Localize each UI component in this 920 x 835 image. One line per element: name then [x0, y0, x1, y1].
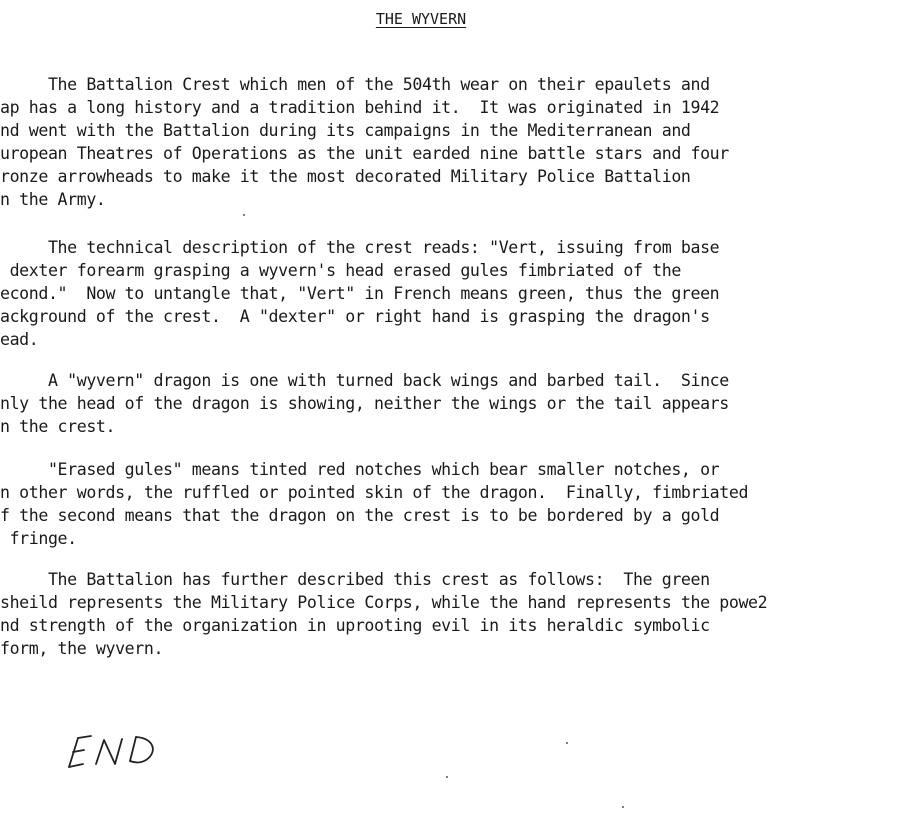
text-line: dexter forearm grasping a wyvern's head erased gules fimbriated of the — [0, 261, 681, 280]
paragraph-3 — [0, 369, 729, 438]
paragraph-4 — [0, 458, 748, 550]
text-line: "Erased gules" means tinted red notches which bear smaller notches, or — [0, 460, 720, 479]
text-line: ackground of the crest. A "dexter" or right hand is grasping the dragon's — [0, 307, 710, 326]
text-line: fringe. — [0, 529, 77, 548]
text-line: The Battalion Crest which men of the 504th wear on their epaulets and — [0, 75, 710, 94]
text-line: nly the head of the dragon is showing, neither the wings or the tail appears — [0, 394, 729, 413]
text-line: nd strength of the organization in uprooting evil in its heraldic symbolic — [0, 616, 710, 635]
scan-speck — [566, 742, 568, 744]
text-line: sheild represents the Military Police Corps, while the hand represents the powe2 — [0, 593, 768, 612]
text-line: A "wyvern" dragon is one with turned back wings and barbed tail. Since — [0, 371, 729, 390]
text-line: The technical description of the crest reads: "Vert, issuing from base — [0, 238, 720, 257]
paragraph-5 — [0, 568, 767, 660]
text-line: n other words, the ruffled or pointed skin of the dragon. Finally, fimbriated — [0, 483, 749, 502]
text-line: nd went with the Battalion during its campaigns in the Mediterranean and — [0, 121, 691, 140]
paragraph-2 — [0, 236, 719, 351]
text-line: ead. — [0, 330, 39, 349]
text-line: n the crest. — [0, 417, 116, 436]
text-line: n the Army. — [0, 190, 106, 209]
text-line: ap has a long history and a tradition behind it. It was originated in 1942 — [0, 98, 720, 117]
paragraph-1 — [0, 73, 729, 211]
scan-speck — [243, 214, 245, 216]
text-line: f the second means that the dragon on the crest is to be bordered by a gold — [0, 506, 720, 525]
text-line: form, the wyvern. — [0, 639, 164, 658]
text-line: ronze arrowheads to make it the most decorated Military Police Battalion — [0, 167, 691, 186]
handwritten-end-mark — [64, 734, 164, 774]
text-line: econd." Now to untangle that, "Vert" in French means green, thus the green — [0, 284, 720, 303]
text-line: The Battalion has further described this crest as follows: The green — [0, 570, 710, 589]
handwritten-end-drawing — [64, 734, 164, 774]
scan-speck — [622, 806, 624, 808]
scan-speck — [446, 776, 448, 778]
document-title: THE WYVERN — [375, 10, 467, 28]
text-line: uropean Theatres of Operations as the unit earded nine battle stars and four — [0, 144, 729, 163]
